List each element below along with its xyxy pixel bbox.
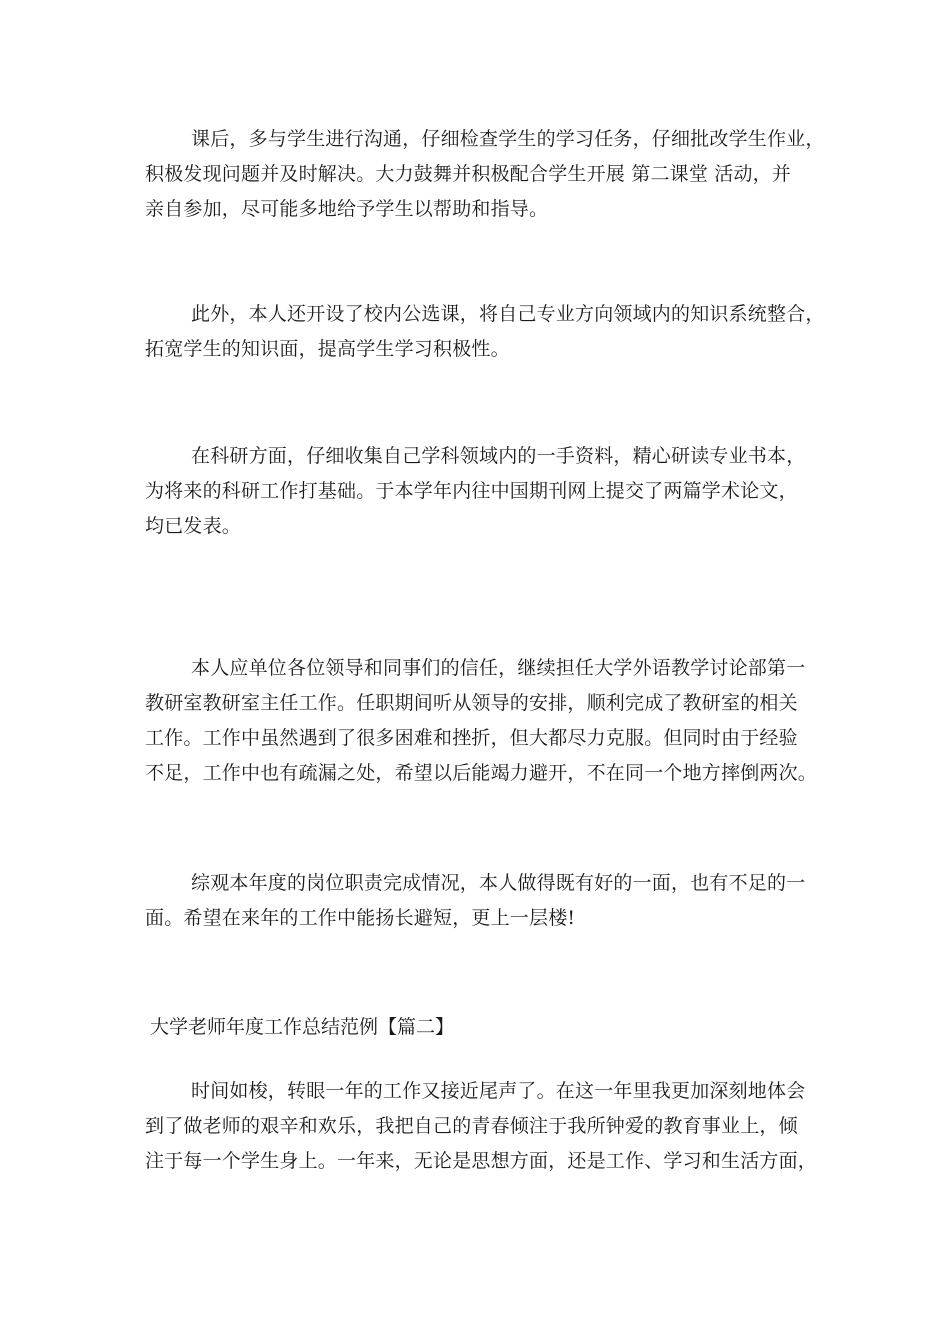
- paragraph-line: 时间如梭，转眼一年的工作又接近尾声了。在这一年里我更加深刻地体会: [191, 1080, 806, 1102]
- paragraph-elective-course: [145, 297, 825, 367]
- paragraph-line: 综观本年度的岗位职责完成情况，本人做得既有好的一面，也有不足的一: [191, 872, 806, 894]
- paragraph-intro-part-two: [145, 1074, 818, 1179]
- paragraph-line: 均已发表。: [145, 515, 242, 537]
- paragraph-line: 课后，多与学生进行沟通，仔细检查学生的学习任务，仔细批改学生作业，: [191, 128, 825, 150]
- paragraph-after-class: [145, 122, 825, 227]
- paragraph-line: 教研室教研室主任工作。任职期间听从领导的安排，顺利完成了教研室的相关: [145, 692, 798, 714]
- paragraph-office-work: [145, 651, 818, 791]
- paragraph-line: 面。希望在来年的工作中能扬长避短，更上一层楼!: [145, 907, 576, 929]
- section-heading: 大学老师年度工作总结范例【篇二】: [150, 1016, 455, 1038]
- paragraph-line: 本人应单位各位领导和同事们的信任，继续担任大学外语教学讨论部第一: [191, 657, 806, 679]
- paragraph-line: 在科研方面，仔细收集自己学科领域内的一手资料，精心研读专业书本，: [191, 445, 806, 467]
- paragraph-summary: [145, 866, 815, 936]
- paragraph-line: 拓宽学生的知识面，提高学生学习积极性。: [145, 338, 510, 360]
- paragraph-line: 此外，本人还开设了校内公选课，将自己专业方向领域内的知识系统整合，: [191, 303, 825, 325]
- paragraph-line: 亲自参加，尽可能多地给予学生以帮助和指导。: [145, 198, 549, 220]
- paragraph-line: 积极发现问题并及时解决。大力鼓舞并积极配合学生开展 第二课堂 活动，并: [145, 163, 792, 185]
- paragraph-line: 到了做老师的艰辛和欢乐，我把自己的青春倾注于我所钟爱的教育事业上，倾: [145, 1115, 798, 1137]
- paragraph-line: 工作。工作中虽然遇到了很多困难和挫折，但大都尽力克服。但同时由于经验: [145, 727, 798, 749]
- paragraph-line: 为将来的科研工作打基础。于本学年内往中国期刊网上提交了两篇学术论文，: [145, 480, 798, 502]
- paragraph-line: 不足，工作中也有疏漏之处，希望以后能竭力避开，不在同一个地方摔倒两次。: [145, 762, 818, 784]
- paragraph-line: 注于每一个学生身上。一年来，无论是思想方面，还是工作、学习和生活方面，: [145, 1150, 818, 1172]
- paragraph-research: [145, 439, 815, 544]
